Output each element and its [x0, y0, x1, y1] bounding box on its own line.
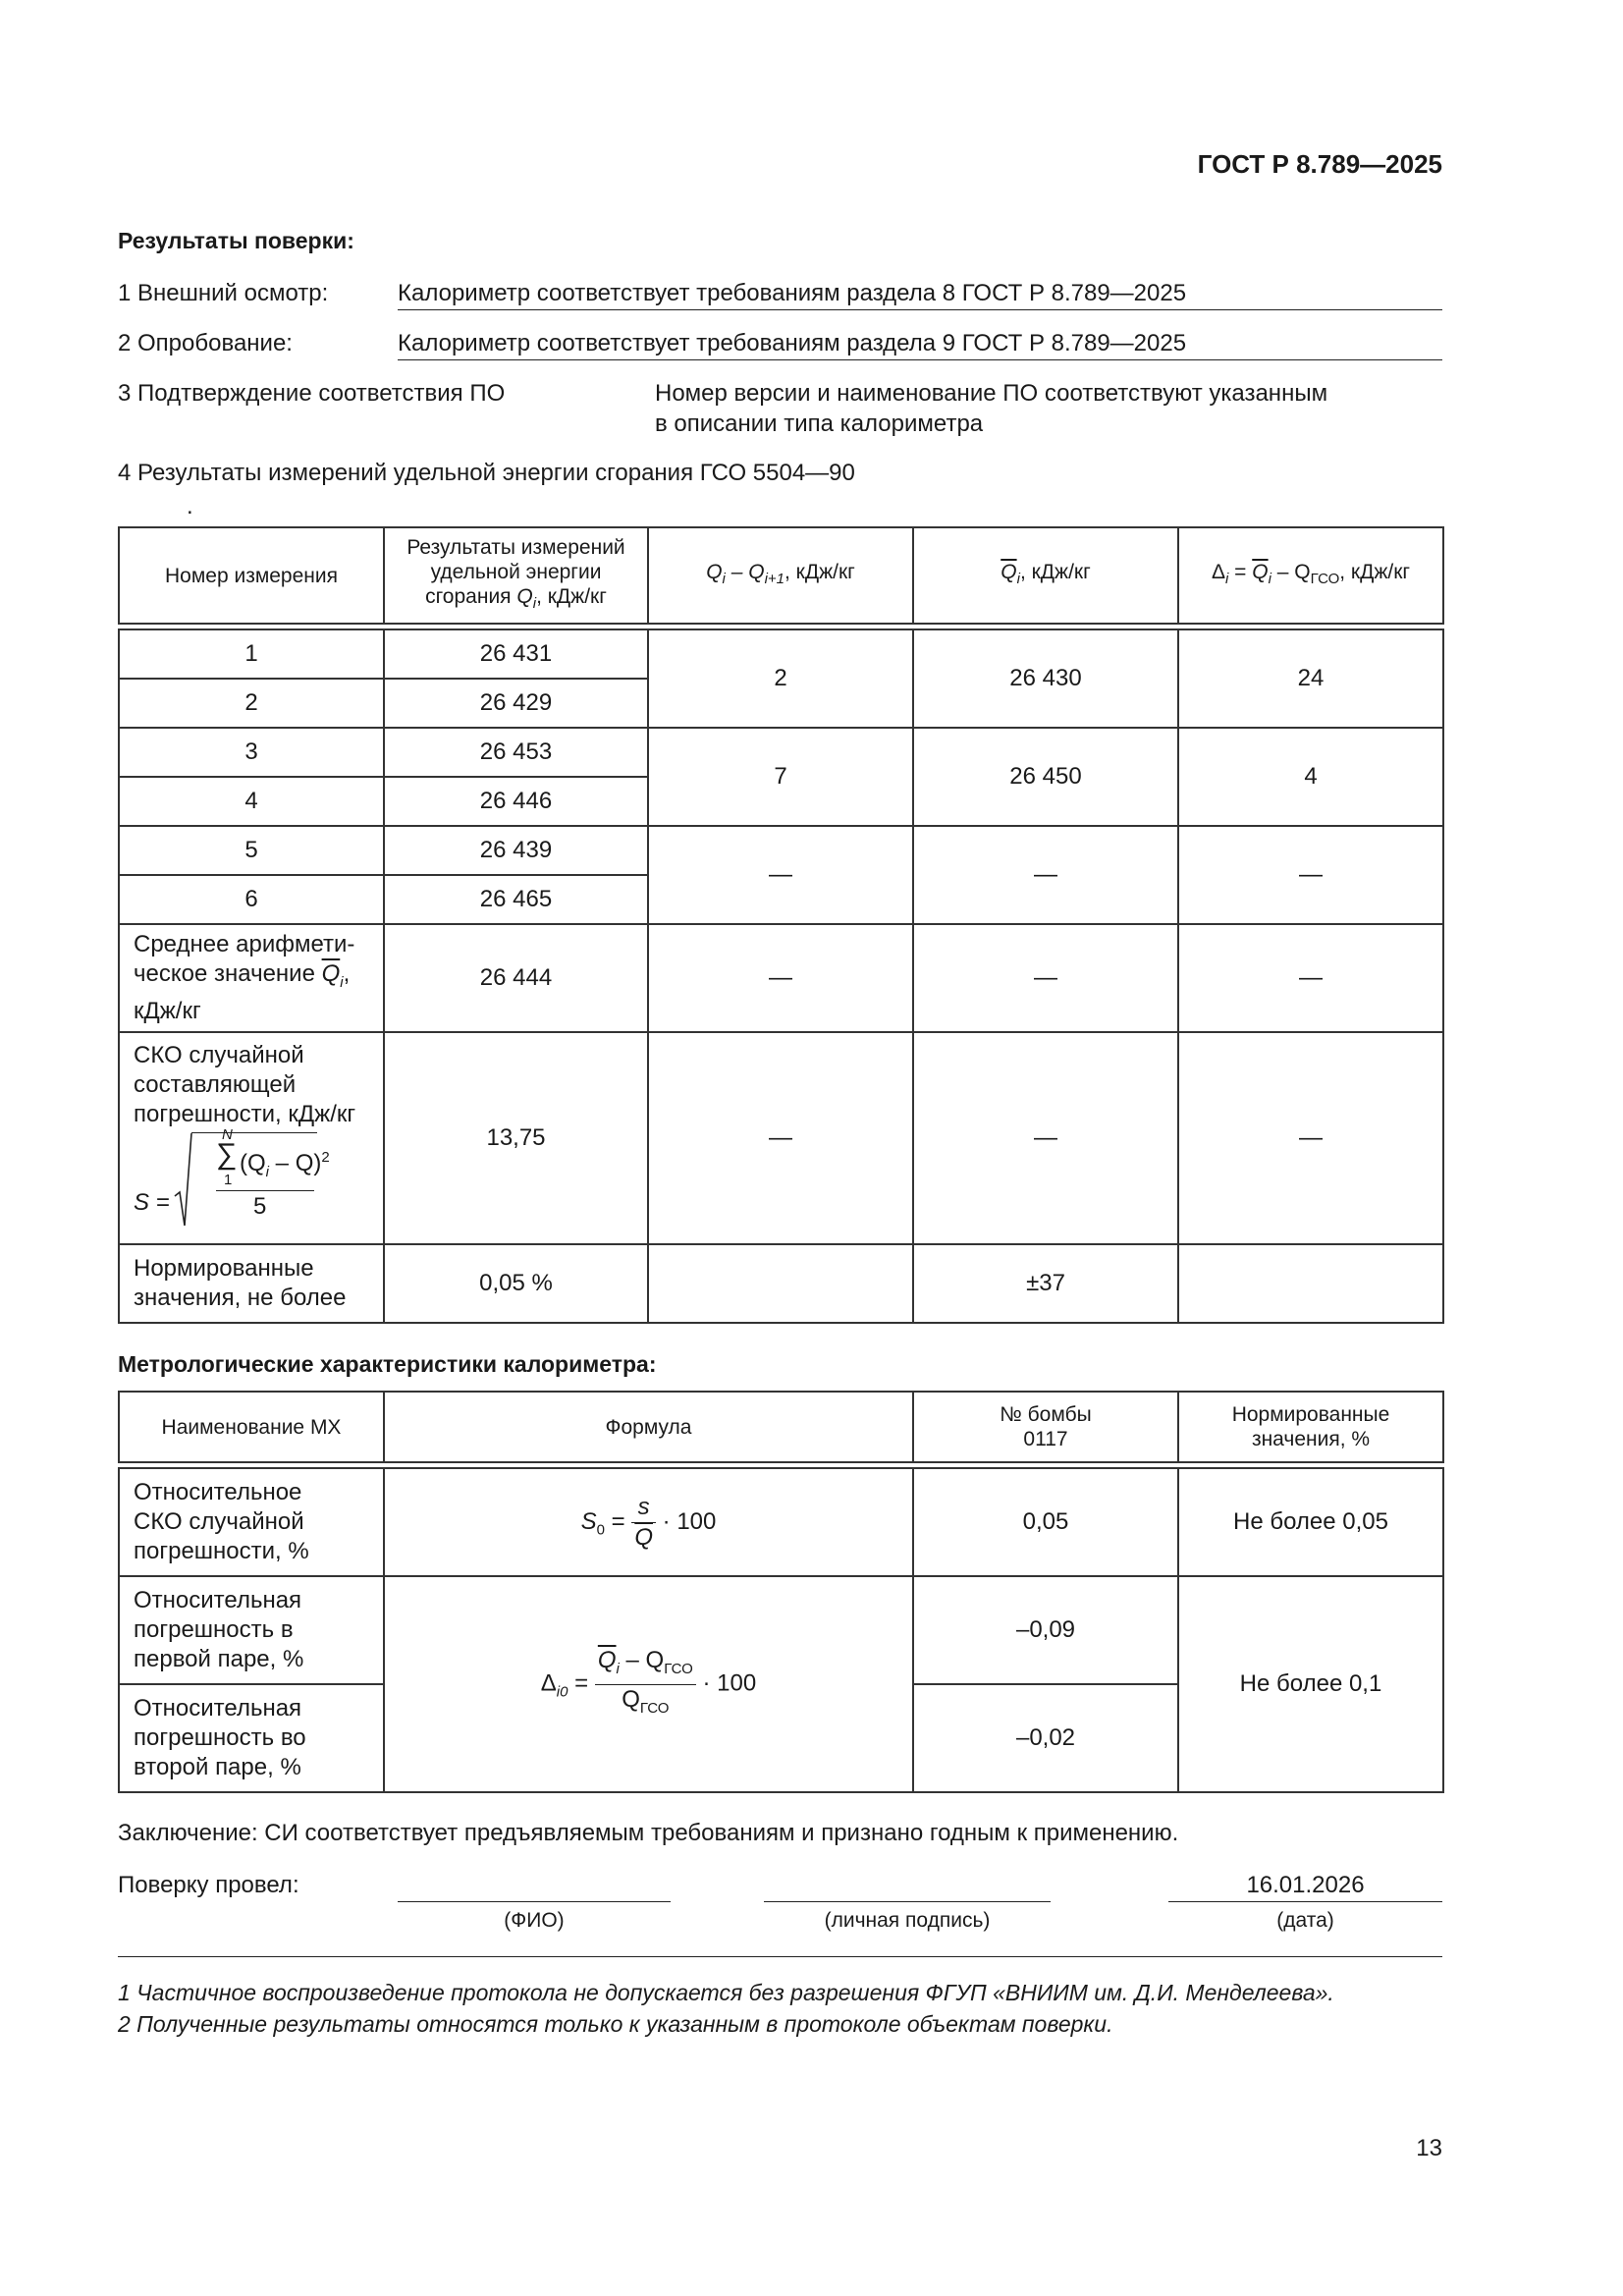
metro-row3-value: –0,02 [913, 1684, 1178, 1792]
mean-label-q: $\overline{Q}$ [321, 959, 341, 987]
metro-row3-label [119, 1684, 384, 1792]
sko-formula-s: S = [134, 1189, 170, 1216]
footnote-1: 1 Частичное воспроизведение протокола не допускается без разрешения ФГУП «ВНИИМ им. Д.И. Менделеева». [118, 1980, 1334, 2005]
metro-header-norm [1178, 1392, 1443, 1462]
metro-header-row [119, 1392, 1443, 1462]
check-label-2: 2 Опробование: [118, 330, 293, 356]
metro-row1-line1: Относительное [134, 1479, 302, 1505]
sqrt-sign-icon [173, 1131, 192, 1228]
row-value: 26 429 [384, 679, 648, 728]
table-row [119, 826, 1443, 875]
signoff-label: Поверку провел: [118, 1872, 299, 1898]
formula2-lhs: Δ [540, 1669, 557, 1697]
header-measurement-number: Номер измерения [119, 527, 384, 624]
sko-body-open: (Q [240, 1150, 266, 1176]
sko-sum-bottom: 1 [224, 1172, 233, 1188]
sko-formula-body [240, 1143, 330, 1187]
row-number: 2 [119, 679, 384, 728]
metro-row1-formula [384, 1468, 913, 1576]
header-delta-gso: ГСО [1310, 571, 1340, 588]
header-diff-sub-i1: i+1 [764, 571, 784, 588]
row-value: 26 446 [384, 777, 648, 826]
metro-formula2 [384, 1576, 913, 1792]
sko-row-c3: — [648, 1032, 913, 1244]
formula1-mult: · 100 [656, 1507, 717, 1535]
formula2-num-minus: – Q [619, 1646, 665, 1673]
metro-row2-norm: Не более 0,1 [1178, 1576, 1443, 1792]
table-row [119, 629, 1443, 679]
sko-row [119, 1032, 1443, 1244]
sko-label-line1: СКО случайной [134, 1042, 304, 1068]
pair-delta: — [1178, 826, 1443, 924]
header-diff-q: Q [706, 560, 723, 583]
row-value: 26 431 [384, 629, 648, 679]
row-number: 4 [119, 777, 384, 826]
sko-sum-top: N [222, 1126, 233, 1143]
metro-title: Метрологические характеристики калориметра: [118, 1351, 657, 1377]
mean-label-line3: кДж/кг [134, 998, 201, 1025]
formula2-den-gso: ГСО [639, 1699, 670, 1717]
measurements-title: 4 Результаты измерений удельной энергии сгорания ГСО 5504—90 [118, 460, 855, 486]
sqrt-bar [191, 1132, 317, 1133]
header-delta [1178, 527, 1443, 624]
formula2-mult: · 100 [695, 1669, 757, 1697]
row-number: 5 [119, 826, 384, 875]
norm-row-value: 0,05 % [384, 1244, 648, 1323]
formula2-fraction [595, 1646, 696, 1723]
results-title: Результаты поверки: [118, 228, 354, 253]
norm-label-line1: Нормированные [134, 1255, 314, 1282]
formula1-lhs: S [580, 1507, 597, 1535]
formula1-lhs-sub: 0 [596, 1521, 605, 1539]
header-results-sub: i [532, 595, 537, 613]
row-value: 26 439 [384, 826, 648, 875]
pair-diff: 2 [648, 629, 913, 728]
header-delta-eq: = [1228, 560, 1253, 583]
row-number: 1 [119, 629, 384, 679]
metro-row3-line1: Относительная [134, 1695, 302, 1722]
header-results [384, 527, 648, 624]
formula2-den [595, 1685, 696, 1723]
sko-row-value: 13,75 [384, 1032, 648, 1244]
header-results-unit: , кДж/кг [536, 584, 607, 608]
mean-row [119, 924, 1443, 1032]
header-delta-symbol: Δ [1211, 560, 1225, 583]
mean-label-sub: i [340, 973, 344, 991]
mean-label-line1: Среднее арифмети- [134, 930, 355, 957]
mean-label-comma: , [343, 959, 351, 987]
header-results-line2: удельной энергии [430, 560, 602, 583]
check-label-1: 1 Внешний осмотр: [118, 280, 329, 306]
norm-row-c3 [648, 1244, 913, 1323]
header-mean-unit: , кДж/кг [1019, 560, 1091, 583]
row-value: 26 453 [384, 728, 648, 777]
check-value-3-line2: в описании типа калориметра [655, 410, 984, 437]
metro-header-bomb-line1: № бомбы [1000, 1403, 1092, 1426]
mean-label-line2: ческое значение [134, 959, 322, 987]
date-caption: (дата) [1276, 1909, 1334, 1932]
metro-header-norm-line1: Нормированные [1231, 1403, 1390, 1426]
metro-table [118, 1391, 1444, 1793]
fio-line [398, 1901, 671, 1902]
date-value: 16.01.2026 [1168, 1872, 1442, 1902]
metro-header-name: Наименование МХ [119, 1392, 384, 1462]
pair-delta: 24 [1178, 629, 1443, 728]
sko-fraction-bar [216, 1190, 314, 1191]
metro-row3-line2: погрешность во [134, 1724, 306, 1751]
header-delta-unit: , кДж/кг [1339, 560, 1411, 583]
metro-row2-line1: Относительная [134, 1587, 302, 1613]
sko-formula-den: 5 [253, 1193, 267, 1220]
sko-formula [134, 1126, 369, 1230]
norm-row [119, 1244, 1443, 1323]
metro-row2-line2: погрешность в [134, 1616, 294, 1643]
pair-mean: 26 430 [913, 629, 1178, 728]
sko-row-c4: — [913, 1032, 1178, 1244]
metro-row1-norm: Не более 0,05 [1178, 1468, 1443, 1576]
norm-row-c4: ±37 [913, 1244, 1178, 1323]
footnote-2: 2 Полученные результаты относятся только к указанным в протоколе объектам поверки. [118, 2011, 1113, 2037]
metro-header-bomb [913, 1392, 1178, 1462]
header-delta-minus: – Q [1271, 560, 1311, 583]
sko-label-line3: погрешности, кДж/кг [134, 1101, 356, 1127]
metro-row1-value: 0,05 [913, 1468, 1178, 1576]
row-number: 6 [119, 875, 384, 924]
pair-diff: — [648, 826, 913, 924]
formula2-num [595, 1646, 696, 1685]
row-value: 26 465 [384, 875, 648, 924]
pair-mean: — [913, 826, 1178, 924]
metro-row1-line3: погрешности, % [134, 1538, 309, 1564]
conclusion: Заключение: СИ соответствует предъявляемым требованиям и признано годным к применению. [118, 1820, 1179, 1846]
check-value-1: Калориметр соответствует требованиям раздела 8 ГОСТ Р 8.789—2025 [398, 280, 1442, 310]
signature-line [764, 1901, 1051, 1902]
norm-row-c5 [1178, 1244, 1443, 1323]
mean-row-c3: — [648, 924, 913, 1032]
pair-mean: 26 450 [913, 728, 1178, 826]
fio-caption: (ФИО) [504, 1909, 565, 1932]
sko-body-sup: 2 [321, 1149, 330, 1166]
header-diff-minus: – Q [725, 560, 765, 583]
sko-body-rest: – Q) [269, 1150, 322, 1176]
mean-row-c4: — [913, 924, 1178, 1032]
document-id: ГОСТ Р 8.789—2025 [1197, 149, 1442, 179]
pair-delta: 4 [1178, 728, 1443, 826]
metro-header-norm-line2: значения, % [1251, 1428, 1371, 1450]
header-results-symbol: Q [516, 584, 533, 608]
header-delta-qsub: i [1268, 571, 1271, 588]
formula1-fraction [631, 1493, 656, 1553]
page-number: 13 [1416, 2135, 1442, 2161]
formula2-num-q: $\overline{Q}$ [597, 1646, 617, 1673]
signature-caption: (личная подпись) [824, 1909, 991, 1932]
metro-row [119, 1576, 1443, 1684]
sko-label-line2: составляющей [134, 1071, 297, 1098]
measurements-table [118, 526, 1444, 1324]
norm-row-label [119, 1244, 384, 1323]
check-value-2: Калориметр соответствует требованиям раздела 9 ГОСТ Р 8.789—2025 [398, 330, 1442, 360]
check-value-3-line1: Номер версии и наименование ПО соответствуют указанным [655, 380, 1328, 407]
norm-label-line2: значения, не более [134, 1285, 347, 1311]
formula2-eq: = [568, 1669, 595, 1697]
mean-row-c5: — [1178, 924, 1443, 1032]
metro-row1-label [119, 1468, 384, 1576]
formula2-den-q: Q [622, 1685, 640, 1713]
metro-row2-label [119, 1576, 384, 1684]
check-label-3: 3 Подтверждение соответствия ПО [118, 380, 506, 407]
formula2-num-sub: i [616, 1660, 620, 1677]
header-results-line1: Результаты измерений [406, 535, 625, 559]
formula2-num-gso: ГСО [664, 1660, 693, 1677]
row-number: 3 [119, 728, 384, 777]
mean-row-value: 26 444 [384, 924, 648, 1032]
footnote-divider [118, 1956, 1442, 1957]
formula2-lhs-sub: i0 [556, 1683, 568, 1701]
metro-row1-line2: СКО случайной [134, 1508, 304, 1535]
metro-row2-value: –0,09 [913, 1576, 1178, 1684]
sum-sign-icon: ∑ [216, 1138, 238, 1171]
header-results-line3: сгорания [425, 584, 512, 608]
header-delta-q: $\overline{Q}$ [1252, 560, 1269, 583]
metro-row3-line3: второй паре, % [134, 1754, 301, 1780]
header-delta-sub: i [1224, 571, 1229, 588]
header-mean-sub: i [1016, 571, 1020, 588]
header-mean-q: $\overline{Q}$ [1001, 560, 1017, 583]
metro-row2-line3: первой паре, % [134, 1646, 304, 1672]
stray-dot: . [187, 493, 193, 519]
sko-row-label [119, 1032, 384, 1244]
sko-body-sub: i [265, 1163, 270, 1180]
header-difference [648, 527, 913, 624]
metro-header-formula: Формула [384, 1392, 913, 1462]
formula1-num: s [631, 1493, 656, 1523]
pair-diff: 7 [648, 728, 913, 826]
formula1-den: Q [634, 1523, 653, 1551]
table-row [119, 728, 1443, 777]
metro-row [119, 1468, 1443, 1576]
sko-row-c5: — [1178, 1032, 1443, 1244]
header-diff-sub-i: i [722, 571, 726, 588]
header-mean [913, 527, 1178, 624]
mean-row-label [119, 924, 384, 1032]
formula1-eq: = [604, 1507, 632, 1535]
table-header-row [119, 527, 1443, 624]
header-diff-unit: , кДж/кг [784, 560, 855, 583]
metro-header-bomb-line2: 0117 [1023, 1428, 1068, 1450]
